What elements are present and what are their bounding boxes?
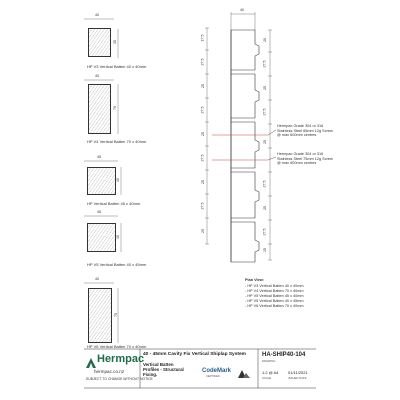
plan-view-item-2: - HP V4 Vertical Batten 70 x 40mm	[245, 289, 304, 293]
profile-2-batten	[88, 84, 111, 134]
fixing-note-1: Hermpac Grade 304 or 316 Stainless Steel 65mm 12g Screw @ max 600mm centres	[277, 124, 333, 138]
website: hermpac.co.nz	[94, 369, 125, 374]
profile-5-height: 75	[114, 313, 118, 317]
section-dim-right-1: 20	[263, 38, 267, 42]
section-top-width: 40	[240, 8, 244, 12]
profile-3-height: 40	[116, 178, 120, 182]
section-dim-right-8: 27.5	[262, 228, 267, 236]
hermpac-logo-icon	[86, 355, 96, 365]
profile-3-label: HP Vertical Batten 45 x 40mm	[87, 201, 141, 206]
profile-1-height: 35	[113, 40, 117, 44]
plan-view-item-1: - HP V3 Vertical Batten 40 x 40mm	[245, 284, 304, 288]
profile-3-batten	[87, 167, 116, 195]
section-dim-left-3: 25	[201, 84, 205, 88]
issued-date: 01/11/2021	[288, 370, 308, 375]
section-dim-right-6: 27.5	[262, 180, 267, 188]
profile-4-width: 45	[97, 210, 101, 214]
section-dim-left-7: 25	[201, 180, 205, 184]
section-dim-right-5: 25	[263, 140, 267, 144]
plan-view-item-5: - HP V6 Vertical Batten 70 x 40mm	[245, 304, 304, 308]
drawing-title: Vertical Batten Profiles - Structural Fixing.	[143, 362, 184, 378]
hermpac-logo: Hermpac	[97, 353, 145, 365]
profile-5-width: 40	[95, 277, 99, 281]
drawing-number: HA-SHIP40-104	[262, 352, 306, 358]
profile-1-label: HP V3 Vertical Batten 40 x 40mm	[87, 64, 147, 69]
section-dim-left-6: 27.5	[200, 154, 205, 162]
scale-label: SCALE	[262, 376, 272, 380]
plan-view-item-4: - HP V5 Vertical Batten 40 x 45mm	[245, 299, 304, 303]
profile-1-width: 40	[95, 13, 99, 17]
plan-view-item-3: - HP V5 Vertical Batten 45 x 40mm	[245, 294, 304, 298]
issued-date-label: ISSUED DATE	[288, 376, 307, 380]
profile-4-height: 40	[116, 235, 120, 239]
profile-2-width: 40	[95, 74, 99, 78]
section-dim-left-2: 27.5	[200, 58, 205, 66]
section-dim-left-4: 27.5	[200, 106, 205, 114]
drawing-number-label: DRAWING	[262, 359, 276, 363]
profile-4-batten	[87, 223, 116, 252]
profile-4-label: HP V5 Vertical Batten 40 x 45mm	[87, 262, 147, 267]
section-dim-right-7: 25	[263, 206, 267, 210]
profile-2-label: HP V4 Vertical Batten 70 x 40mm	[87, 139, 147, 144]
profile-2-height: 70	[113, 106, 117, 110]
section-dim-right-9: 25	[263, 248, 267, 252]
fixing-note-2: Hermpac Grade 304 or 316 Stainless Steel 75mm 12g Screw @ max 600mm centres	[277, 152, 333, 166]
project-title: 40 - 45mm Cavity Fix Vertical Shiplap System	[143, 352, 246, 357]
section-dim-left-1: 17.5	[200, 34, 205, 42]
profile-5-label: HP V6 Vertical Batten 70 x 40mm	[87, 344, 147, 349]
section-dim-left-8: 27.5	[200, 202, 205, 210]
section-dim-right-4: 27.5	[262, 108, 267, 116]
section-dim-left-9: 25	[201, 229, 205, 233]
section-dim-left-5: 25	[201, 132, 205, 136]
codemark-certified: CERTIFIED	[206, 375, 220, 378]
codemark-logo: CodeMark	[202, 368, 232, 374]
section-dim-right-3: 25	[263, 86, 267, 90]
disclaimer: SUBJECT TO CHANGE WITHOUT NOTICE	[86, 377, 153, 381]
mark-icon	[238, 365, 250, 373]
profile-3-width: 45	[97, 155, 101, 159]
scale-value: 1:2 @ A4	[262, 370, 279, 375]
plan-view-title: Plan View:	[245, 278, 264, 282]
section-dim-right-2: 27.5	[262, 60, 267, 68]
profile-1-batten	[88, 28, 111, 57]
profile-5-batten	[88, 288, 112, 343]
